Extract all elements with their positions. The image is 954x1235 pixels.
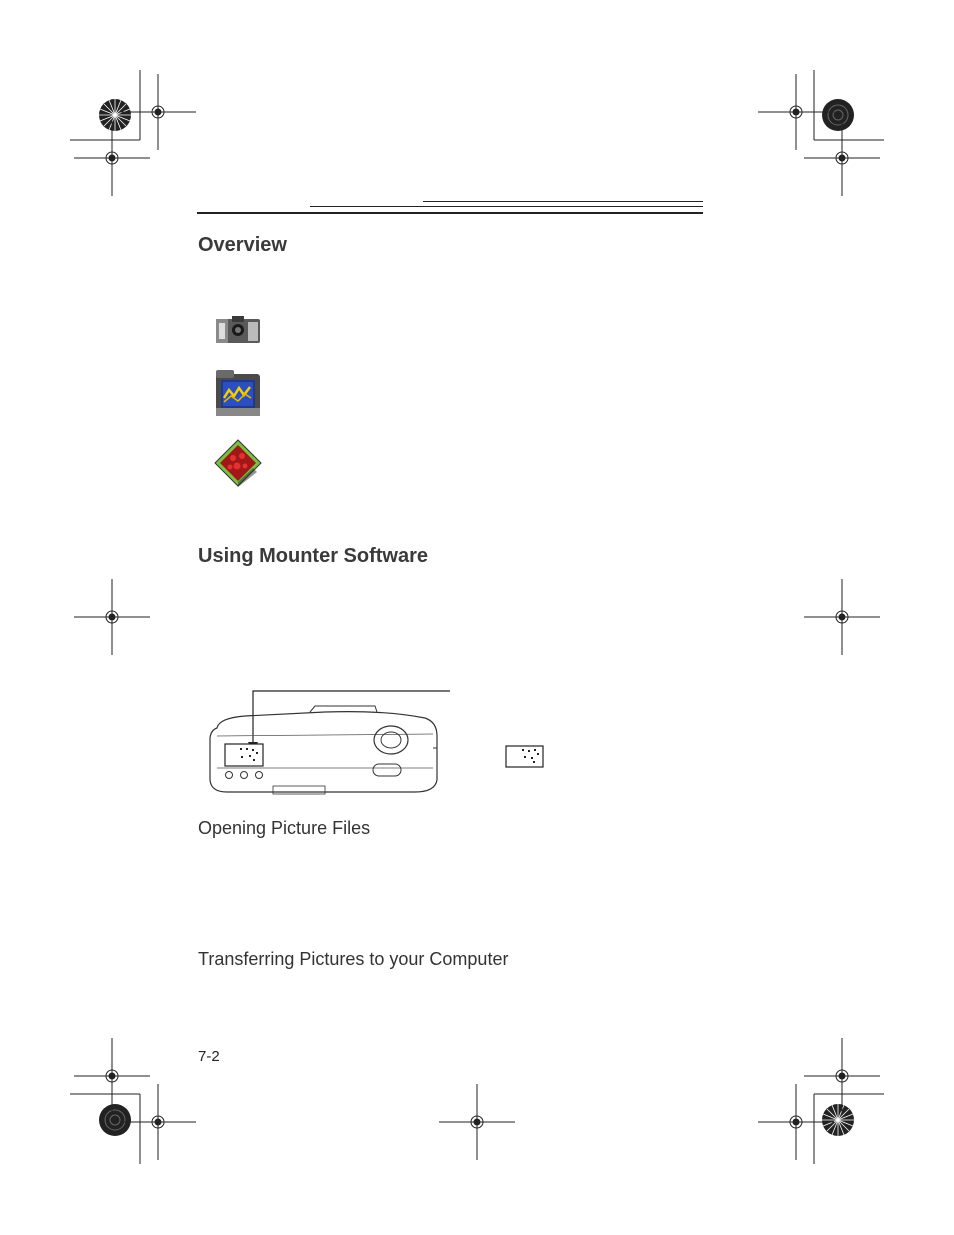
sunburst-mark-bottom-right <box>822 1104 854 1136</box>
overview-heading: Overview <box>198 234 287 256</box>
opening-picture-files-heading: Opening Picture Files <box>198 818 371 838</box>
photo-diamond-icon <box>213 438 263 488</box>
sunburst-mark-top-left <box>99 99 131 131</box>
crosshair-mark <box>439 1084 515 1160</box>
crosshair-mark <box>120 1084 196 1160</box>
mounter-heading: Using Mounter Software <box>198 545 429 567</box>
crosshair-mark <box>120 74 196 150</box>
crosshair-mark <box>74 1038 150 1114</box>
crosshair-mark <box>74 579 150 655</box>
folder-icon <box>213 368 263 418</box>
disc-mark-bottom-left <box>99 1104 131 1136</box>
camera-icon <box>214 313 262 347</box>
crosshair-mark <box>74 120 150 196</box>
header-rule-middle <box>310 206 703 207</box>
lcd-indicator-icon <box>505 745 545 769</box>
crosshair-mark <box>804 579 880 655</box>
header-rule-bottom <box>197 212 703 214</box>
disc-mark-top-right <box>822 99 854 131</box>
crosshair-mark <box>758 1084 834 1160</box>
transferring-pictures-heading: Transferring Pictures to your Computer <box>198 949 509 969</box>
page-number: 7-2 <box>198 1048 220 1065</box>
crosshair-mark <box>758 74 834 150</box>
camera-illustration <box>205 688 465 800</box>
crosshair-mark <box>804 1038 880 1114</box>
header-rule-top <box>423 201 703 202</box>
crosshair-mark <box>804 120 880 196</box>
